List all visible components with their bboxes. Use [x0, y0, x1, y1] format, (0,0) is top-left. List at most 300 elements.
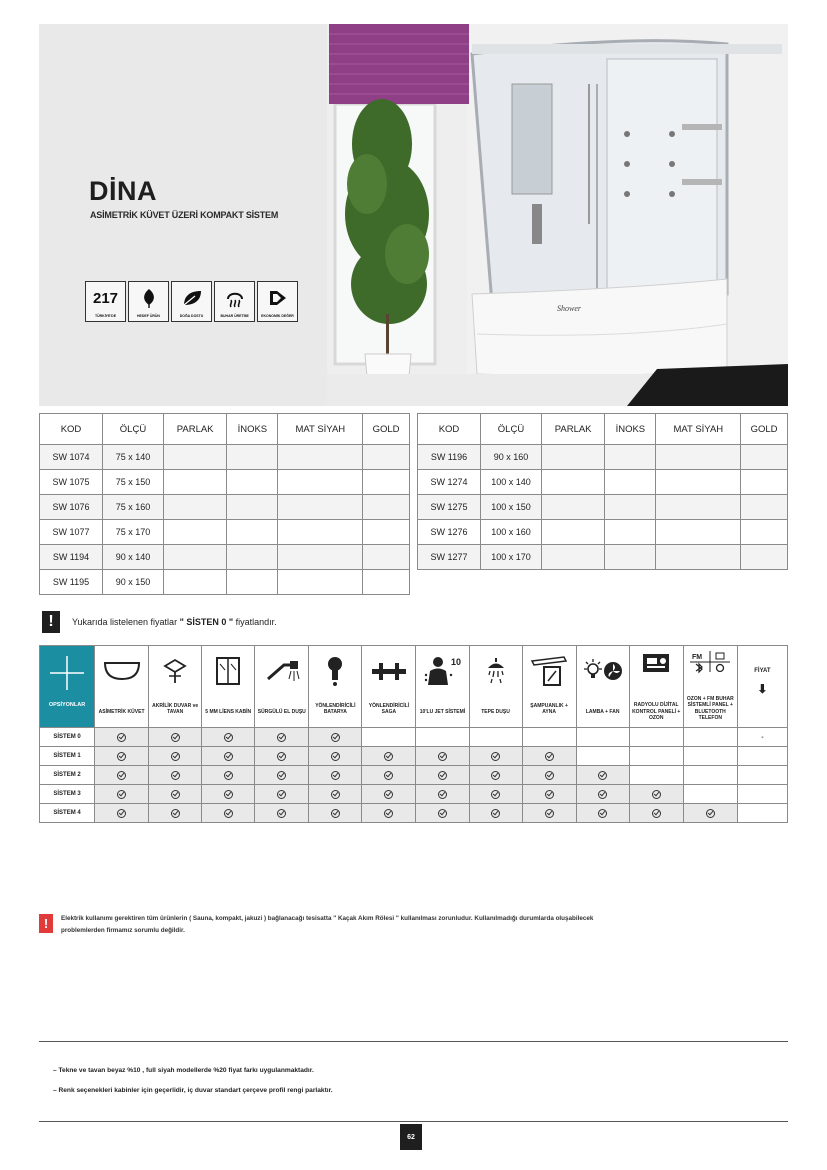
- check-circle-icon: [598, 790, 607, 799]
- jet-person-icon: [416, 650, 468, 692]
- col-header-inoks: İNOKS: [227, 414, 278, 445]
- check-circle-icon: [224, 790, 233, 799]
- price-cell: [363, 470, 410, 495]
- included-cell: [95, 728, 149, 747]
- price-table-header-row: [40, 414, 410, 445]
- shelf-mirror-icon: [523, 650, 576, 692]
- kod-cell: SW 1074: [40, 445, 103, 470]
- col-header-mat-siyah: MAT SİYAH: [278, 414, 363, 445]
- option-header-radyo: [629, 646, 683, 728]
- check-circle-icon: [171, 752, 180, 761]
- included-cell: [255, 766, 309, 785]
- option-header-kabin: [202, 646, 255, 728]
- price-cell: [278, 495, 363, 520]
- kod-cell: SW 1075: [40, 470, 103, 495]
- table-row: [418, 470, 788, 495]
- kod-cell: SW 1276: [418, 520, 481, 545]
- col-header-gold: GOLD: [741, 414, 788, 445]
- price-cell: [278, 470, 363, 495]
- check-circle-icon: [117, 752, 126, 761]
- price-cell: [737, 766, 787, 785]
- svg-text:10: 10: [451, 657, 462, 667]
- included-cell: [309, 766, 362, 785]
- included-cell: [522, 804, 576, 823]
- price-cell: [227, 495, 278, 520]
- price-cell: [542, 445, 605, 470]
- price-cell: [363, 545, 410, 570]
- price-cell: [656, 445, 741, 470]
- check-circle-icon: [117, 809, 126, 818]
- included-cell: [469, 766, 522, 785]
- price-cell: [164, 545, 227, 570]
- footnote-2: [53, 1087, 333, 1094]
- option-label: RADYOLU DİJİTAL KONTROL PANELİ + OZON: [632, 702, 681, 721]
- price-cell: [278, 520, 363, 545]
- included-cell: [149, 766, 202, 785]
- fiyat-header-label: FİYAT: [754, 668, 771, 674]
- kod-cell: SW 1274: [418, 470, 481, 495]
- table-row: [418, 495, 788, 520]
- feature-label: DOĞA DOSTU: [179, 314, 204, 318]
- double-arrow-icon: [267, 287, 289, 309]
- included-cell: [255, 728, 309, 747]
- check-circle-icon: [331, 790, 340, 799]
- check-circle-icon: [117, 790, 126, 799]
- feature-label: HEDEF ÜRÜN: [137, 314, 160, 318]
- check-circle-icon: [171, 771, 180, 780]
- lamp-fan-icon: [577, 650, 629, 692]
- system-name: SİSTEM 3: [40, 785, 95, 804]
- kod-cell: SW 1194: [40, 545, 103, 570]
- check-circle-icon: [277, 733, 286, 742]
- check-circle-icon: [224, 771, 233, 780]
- check-circle-icon: [438, 809, 447, 818]
- price-cell: [227, 520, 278, 545]
- note-prefix: Yukarıda listelenen fiyatlar: [72, 617, 180, 627]
- included-cell: [202, 747, 255, 766]
- option-label: ASİMETRİK KÜVET: [98, 708, 145, 715]
- option-header-tepe-dusu: [469, 646, 522, 728]
- plus-icon: [40, 652, 94, 694]
- price-cell: [542, 520, 605, 545]
- option-label: TEPE DUŞU: [481, 708, 510, 715]
- feature-label: BUHAR ÜRETİMİ: [220, 314, 249, 318]
- included-cell: [255, 785, 309, 804]
- olcu-cell: 75 x 170: [103, 520, 164, 545]
- option-label: 5 MM LİENS KABİN: [205, 708, 252, 715]
- olcu-cell: 75 x 140: [103, 445, 164, 470]
- col-header-mat-siyah: MAT SİYAH: [656, 414, 741, 445]
- price-cell: [542, 470, 605, 495]
- system-row: [40, 766, 788, 785]
- option-label: LAMBA + FAN: [585, 708, 620, 715]
- feature-badge-217: [85, 281, 126, 322]
- page-number: 62: [400, 1124, 422, 1150]
- option-header-sampuanlik: [522, 646, 576, 728]
- included-cell: [309, 728, 362, 747]
- table-row: [40, 495, 410, 520]
- feature-number: 217: [92, 289, 119, 307]
- check-circle-icon: [706, 809, 715, 818]
- price-cell: [656, 495, 741, 520]
- option-label: YÖNLENDİRİCİLİ SAGA: [368, 702, 410, 715]
- price-cell: [741, 545, 788, 570]
- footnote-bold: iç duvar standart çerçeve profil rengi parlaktır.: [187, 1087, 333, 1094]
- included-cell: [95, 747, 149, 766]
- col-header-olcu: ÖLÇÜ: [103, 414, 164, 445]
- check-circle-icon: [438, 771, 447, 780]
- option-header-akrilik: [149, 646, 202, 728]
- price-cell: [656, 520, 741, 545]
- option-header-batarya: [309, 646, 362, 728]
- empty-cell: [683, 747, 737, 766]
- price-note: [42, 611, 277, 633]
- price-cell: [737, 785, 787, 804]
- option-label: SÜRGÜLÜ EL DUŞU: [257, 708, 306, 715]
- kod-cell: SW 1077: [40, 520, 103, 545]
- option-header-kuvet: [95, 646, 149, 728]
- col-header-kod: KOD: [40, 414, 103, 445]
- olcu-cell: 90 x 150: [103, 570, 164, 595]
- hand-shower-icon: [255, 650, 308, 692]
- col-header-gold: GOLD: [363, 414, 410, 445]
- check-circle-icon: [277, 752, 286, 761]
- included-cell: [416, 766, 469, 785]
- olcu-cell: 100 x 170: [481, 545, 542, 570]
- hero-info-panel: [39, 24, 327, 406]
- option-header-el-dusu: [255, 646, 309, 728]
- exclamation-icon: !: [42, 611, 60, 633]
- feature-badge-steam: [214, 281, 255, 322]
- included-cell: [309, 747, 362, 766]
- col-header-olcu: ÖLÇÜ: [481, 414, 542, 445]
- check-circle-icon: [491, 771, 500, 780]
- included-cell: [469, 747, 522, 766]
- check-circle-icon: [545, 809, 554, 818]
- check-circle-icon: [224, 733, 233, 742]
- price-cell: [542, 545, 605, 570]
- system-name: SİSTEM 0: [40, 728, 95, 747]
- included-cell: [683, 804, 737, 823]
- footnote-text: – Renk seçenekleri kabinler için geçerlidir,: [53, 1087, 188, 1094]
- olcu-cell: 100 x 150: [481, 495, 542, 520]
- empty-cell: [629, 728, 683, 747]
- options-header-label: OPSİYONLAR: [48, 702, 86, 709]
- included-cell: [416, 747, 469, 766]
- check-circle-icon: [545, 790, 554, 799]
- empty-cell: [522, 728, 576, 747]
- price-cell: [278, 570, 363, 595]
- system-name: SİSTEM 2: [40, 766, 95, 785]
- included-cell: [576, 766, 629, 785]
- brand-text: Shower: [557, 304, 581, 313]
- price-table-left: [39, 413, 410, 595]
- control-panel-icon: [630, 650, 683, 676]
- included-cell: [95, 785, 149, 804]
- included-cell: [522, 766, 576, 785]
- included-cell: [362, 785, 416, 804]
- price-cell: [737, 747, 787, 766]
- price-cell: [605, 470, 656, 495]
- warning-part: kullanılması zorunludur. Kullanılmadığı durumlarda oluşabilecek: [398, 915, 594, 922]
- mixer-icon: [362, 650, 415, 692]
- table-row: [418, 520, 788, 545]
- included-cell: [309, 785, 362, 804]
- included-cell: [149, 728, 202, 747]
- included-cell: [95, 766, 149, 785]
- faucet-icon: [309, 650, 361, 692]
- price-cell: [737, 804, 787, 823]
- check-circle-icon: [491, 752, 500, 761]
- electrical-warning: [39, 913, 788, 937]
- check-circle-icon: [331, 733, 340, 742]
- warning-part: Elektrik kullanımı gerektiren tüm ürünlerin ( Sauna, kompakt, jakuzi ) bağlanacağı tesisatta: [61, 915, 334, 922]
- price-cell: [227, 445, 278, 470]
- included-cell: [576, 804, 629, 823]
- kod-cell: SW 1277: [418, 545, 481, 570]
- check-circle-icon: [491, 790, 500, 799]
- included-cell: [149, 804, 202, 823]
- divider: [39, 1121, 788, 1122]
- price-cell: [164, 470, 227, 495]
- included-cell: [576, 785, 629, 804]
- eco-leaf-icon: [181, 287, 203, 309]
- check-circle-icon: [652, 809, 661, 818]
- included-cell: [362, 804, 416, 823]
- feature-badges: [85, 281, 298, 322]
- price-cell: [605, 445, 656, 470]
- price-cell: [227, 545, 278, 570]
- included-cell: [309, 804, 362, 823]
- kod-cell: SW 1076: [40, 495, 103, 520]
- empty-cell: [362, 728, 416, 747]
- product-title: DİNA: [89, 176, 157, 206]
- included-cell: [149, 747, 202, 766]
- price-cell: [605, 545, 656, 570]
- included-cell: [255, 804, 309, 823]
- check-circle-icon: [384, 771, 393, 780]
- empty-cell: [576, 728, 629, 747]
- option-header-jet: [416, 646, 469, 728]
- empty-cell: [629, 766, 683, 785]
- system-row: [40, 804, 788, 823]
- warning-icon: !: [39, 914, 53, 933]
- footnote-1: [53, 1067, 314, 1074]
- table-row: [418, 545, 788, 570]
- price-note-text: [72, 617, 277, 627]
- price-cell: [164, 570, 227, 595]
- check-circle-icon: [277, 771, 286, 780]
- empty-cell: [683, 785, 737, 804]
- empty-cell: [576, 747, 629, 766]
- svg-text:FM: FM: [692, 654, 703, 661]
- included-cell: [416, 804, 469, 823]
- price-cell: [164, 520, 227, 545]
- price-cell: [605, 495, 656, 520]
- price-cell: [656, 545, 741, 570]
- price-cell: [164, 445, 227, 470]
- included-cell: [202, 766, 255, 785]
- feature-label: EKONOMİK DEĞER: [261, 314, 294, 318]
- empty-cell: [683, 728, 737, 747]
- product-subtitle: ASİMETRİK KÜVET ÜZERİ KOMPAKT SİSTEM: [90, 210, 279, 220]
- included-cell: [362, 766, 416, 785]
- fm-bluetooth-icon: [684, 650, 737, 674]
- price-table-right: [417, 413, 788, 570]
- hero-section: [39, 24, 788, 406]
- empty-cell: [629, 747, 683, 766]
- option-header-lamba-fan: [576, 646, 629, 728]
- check-circle-icon: [171, 790, 180, 799]
- system-row: [40, 785, 788, 804]
- olcu-cell: 90 x 160: [481, 445, 542, 470]
- price-cell: [278, 545, 363, 570]
- check-circle-icon: [598, 771, 607, 780]
- warning-bold: " Kaçak Akım Rölesi ": [333, 915, 399, 922]
- included-cell: [362, 747, 416, 766]
- check-circle-icon: [224, 752, 233, 761]
- table-row: [40, 520, 410, 545]
- check-circle-icon: [117, 771, 126, 780]
- kod-cell: SW 1195: [40, 570, 103, 595]
- check-circle-icon: [331, 752, 340, 761]
- check-circle-icon: [117, 733, 126, 742]
- arrow-down-icon: ⬇: [757, 681, 768, 696]
- note-bold: " SİSTEN 0 ": [179, 617, 234, 627]
- system-name: SİSTEM 1: [40, 747, 95, 766]
- included-cell: [469, 804, 522, 823]
- options-body: [40, 728, 788, 823]
- option-label: YÖNLENDİRİCİLİ BATARYA: [315, 702, 356, 715]
- note-suffix: fiyatlandır.: [233, 617, 277, 627]
- empty-cell: [683, 766, 737, 785]
- price-cell: [278, 445, 363, 470]
- empty-cell: [416, 728, 469, 747]
- col-header-kod: KOD: [418, 414, 481, 445]
- table-row: [40, 545, 410, 570]
- price-cell: [656, 470, 741, 495]
- cabin-icon: [202, 650, 254, 692]
- price-cell: [741, 470, 788, 495]
- system-name: SİSTEM 4: [40, 804, 95, 823]
- price-table-header-row: [418, 414, 788, 445]
- included-cell: [522, 785, 576, 804]
- check-circle-icon: [277, 790, 286, 799]
- check-circle-icon: [384, 790, 393, 799]
- price-cell: [164, 495, 227, 520]
- kod-cell: SW 1196: [418, 445, 481, 470]
- warning-part: problemlerden: [61, 926, 107, 934]
- check-circle-icon: [277, 809, 286, 818]
- table-row: [40, 570, 410, 595]
- empty-cell: [469, 728, 522, 747]
- olcu-cell: 75 x 150: [103, 470, 164, 495]
- feature-badge-eco: [171, 281, 212, 322]
- option-label: 10'LU JET SİSTEMİ: [419, 708, 466, 715]
- feature-badge-target: [128, 281, 169, 322]
- price-cell: [741, 520, 788, 545]
- hedge-leaf-icon: [138, 287, 160, 309]
- check-circle-icon: [438, 790, 447, 799]
- included-cell: [629, 785, 683, 804]
- price-cell: [363, 520, 410, 545]
- price-cell: [227, 570, 278, 595]
- included-cell: [255, 747, 309, 766]
- col-header-inoks: İNOKS: [605, 414, 656, 445]
- included-cell: [202, 728, 255, 747]
- included-cell: [416, 785, 469, 804]
- check-circle-icon: [545, 771, 554, 780]
- table-row: [418, 445, 788, 470]
- table-row: [40, 445, 410, 470]
- price-cell: [605, 520, 656, 545]
- price-cell: -: [737, 728, 787, 747]
- option-label: OZON + FM BUHAR SİSTEMLİ PANEL + BLUETOOTH TELEFON: [686, 696, 734, 721]
- option-label: AKRİLİK DUVAR ve TAVAN: [152, 702, 199, 715]
- check-circle-icon: [652, 790, 661, 799]
- check-circle-icon: [224, 809, 233, 818]
- divider: [39, 1041, 788, 1042]
- warning-text: [61, 913, 593, 937]
- col-header-parlak: PARLAK: [164, 414, 227, 445]
- price-cell: [741, 495, 788, 520]
- price-cell: [227, 470, 278, 495]
- price-cell: [363, 495, 410, 520]
- table-row: [40, 470, 410, 495]
- included-cell: [202, 785, 255, 804]
- option-header-saga: [362, 646, 416, 728]
- options-table: [39, 645, 788, 823]
- check-circle-icon: [331, 809, 340, 818]
- panel-icon: [149, 650, 201, 692]
- options-header-row: [40, 646, 788, 728]
- option-label: ŞAMPUANLIK + AYNA: [530, 702, 568, 715]
- kod-cell: SW 1275: [418, 495, 481, 520]
- included-cell: [629, 804, 683, 823]
- check-circle-icon: [331, 771, 340, 780]
- price-cell: [363, 570, 410, 595]
- check-circle-icon: [384, 752, 393, 761]
- system-row: [40, 728, 788, 747]
- olcu-cell: 100 x 160: [481, 520, 542, 545]
- included-cell: [149, 785, 202, 804]
- option-header-ozon-fm: [683, 646, 737, 728]
- options-header-cell: [40, 646, 95, 728]
- check-circle-icon: [384, 809, 393, 818]
- check-circle-icon: [171, 809, 180, 818]
- warning-bold: firmamız sorumlu değildir.: [106, 926, 185, 934]
- feature-label: TÜRKİYE'DE: [94, 314, 117, 318]
- shower-head-icon: [470, 650, 522, 692]
- included-cell: [522, 747, 576, 766]
- olcu-cell: 100 x 140: [481, 470, 542, 495]
- system-row: [40, 747, 788, 766]
- check-circle-icon: [491, 809, 500, 818]
- included-cell: [95, 804, 149, 823]
- steam-icon: [224, 287, 246, 309]
- check-circle-icon: [438, 752, 447, 761]
- olcu-cell: 75 x 160: [103, 495, 164, 520]
- product-photo: [327, 24, 788, 406]
- feature-badge-economy: [257, 281, 298, 322]
- price-cell: [542, 495, 605, 520]
- option-header-fiyat: [737, 646, 787, 728]
- footnote-text: – Tekne ve tavan beyaz %10 , full siyah modellerde %20 fiyat farkı uygulanmaktadır.: [53, 1067, 314, 1074]
- included-cell: [202, 804, 255, 823]
- col-header-parlak: PARLAK: [542, 414, 605, 445]
- price-cell: [741, 445, 788, 470]
- price-cell: [363, 445, 410, 470]
